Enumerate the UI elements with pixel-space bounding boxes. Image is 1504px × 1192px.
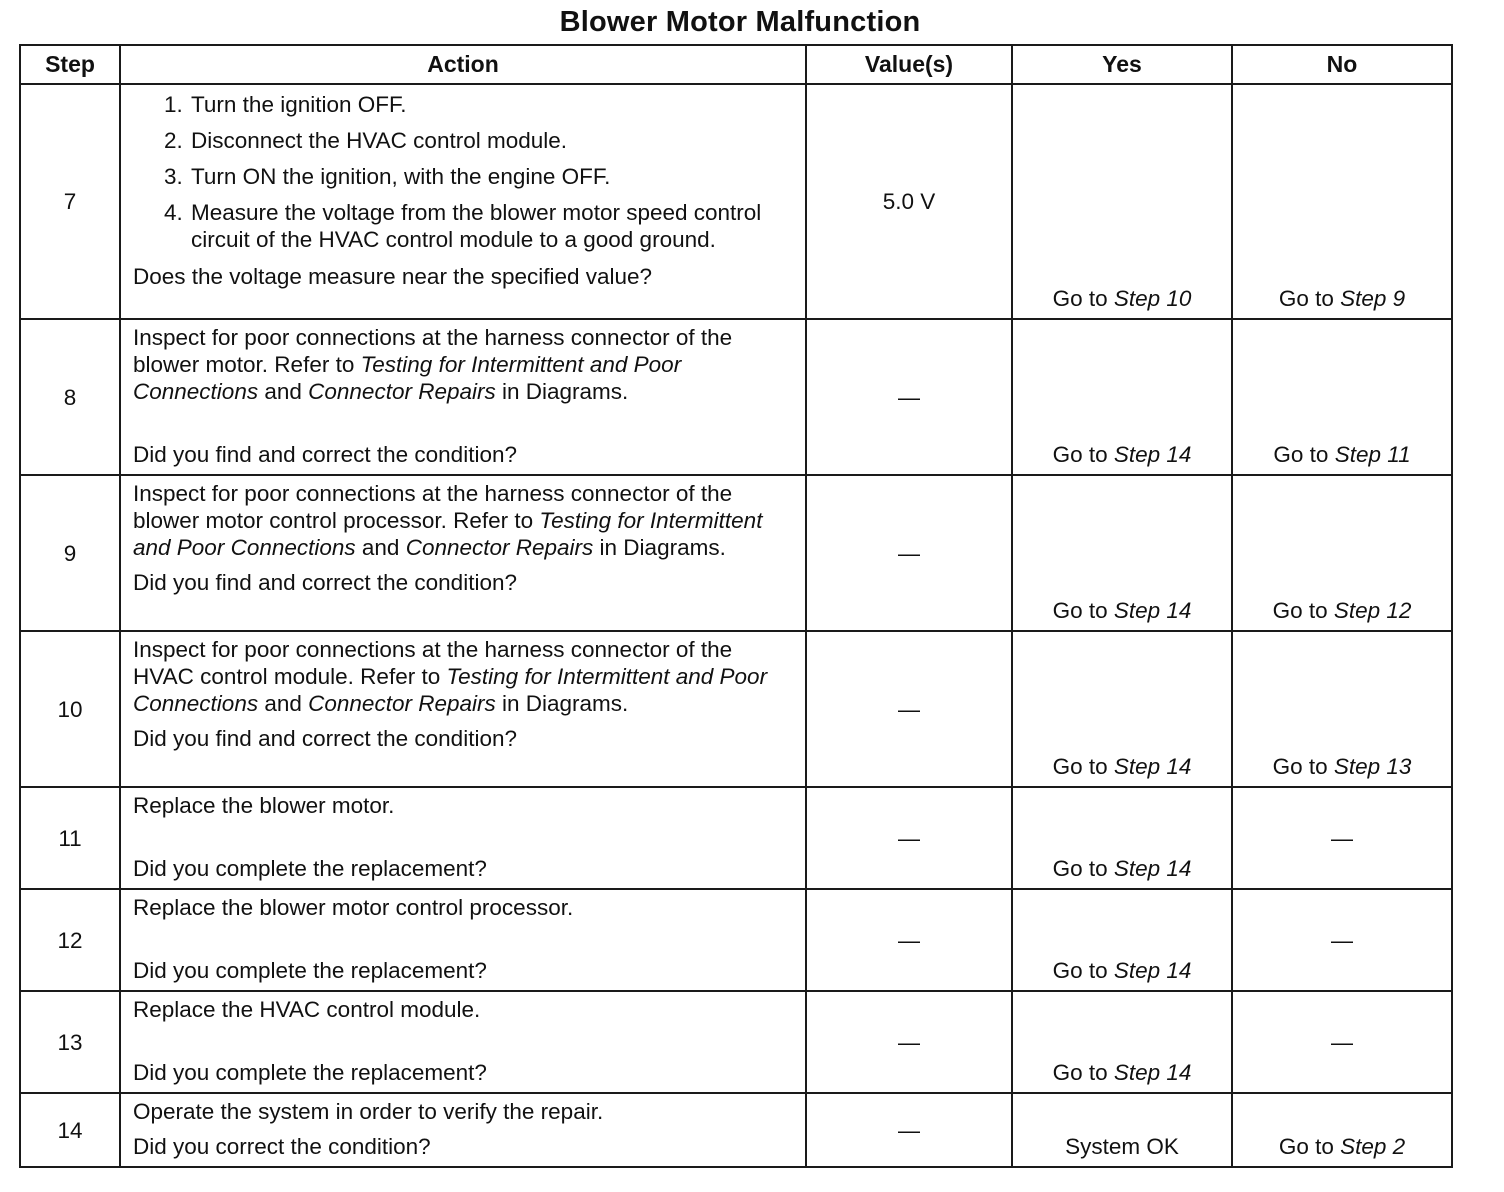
header-no: No	[1232, 45, 1452, 84]
table-row	[20, 475, 1452, 631]
action-text: Replace the HVAC control module.	[133, 997, 481, 1022]
no-cell	[1232, 319, 1452, 475]
value-cell: —	[806, 475, 1012, 631]
yes-step-link[interactable]: Step 14	[1113, 856, 1192, 881]
yes-cell	[1012, 475, 1232, 631]
action-cell	[120, 787, 806, 889]
yes-prefix: Go to	[1052, 754, 1114, 779]
yes-cell	[1012, 631, 1232, 787]
header-row	[20, 45, 1452, 84]
step-number: 12	[20, 889, 120, 991]
yes-prefix: Go to	[1052, 856, 1114, 881]
step-number: 11	[20, 787, 120, 889]
no-prefix: Go to	[1278, 1134, 1341, 1159]
step-number: 8	[20, 319, 120, 475]
list-item: 3. Turn ON the ignition, with the engine OFF.	[189, 163, 795, 190]
step-number: 14	[20, 1093, 120, 1167]
action-text: Inspect for poor connections at the harness connector of the blower motor control processor. Refer to Testing for Intermittent and Poor Connections and Connector Repairs in Diagrams.	[133, 481, 763, 560]
table-row	[20, 319, 1452, 475]
yes-step-link[interactable]: Step 14	[1113, 598, 1192, 623]
value-cell: —	[806, 1093, 1012, 1167]
ref-connector-link[interactable]: Connector Repairs	[405, 535, 594, 560]
list-item: 2. Disconnect the HVAC control module.	[189, 127, 795, 154]
no-step-link[interactable]: Step 2	[1340, 1134, 1406, 1159]
ref-testing-link[interactable]: Testing for Intermittent and Poor Connections	[133, 508, 763, 560]
action-cell	[120, 475, 806, 631]
yes-prefix: Go to	[1052, 1060, 1114, 1085]
value-cell: —	[806, 787, 1012, 889]
yes-prefix: Go to	[1052, 442, 1114, 467]
list-item: 4. Measure the voltage from the blower motor speed control circuit of the HVAC control module to a good ground.	[189, 199, 795, 253]
step-number: 9	[20, 475, 120, 631]
value-cell: 5.0 V	[806, 84, 1012, 319]
value-cell: —	[806, 889, 1012, 991]
yes-prefix: Go to	[1052, 598, 1114, 623]
action-cell	[120, 84, 806, 319]
no-cell	[1232, 84, 1452, 319]
action-question: Did you correct the condition?	[133, 1134, 431, 1159]
no-cell: —	[1232, 991, 1452, 1093]
no-cell	[1232, 631, 1452, 787]
ref-testing-link[interactable]: Testing for Intermittent and Poor Connections	[133, 352, 682, 404]
table-row	[20, 991, 1452, 1093]
no-prefix: Go to	[1273, 442, 1335, 467]
yes-prefix: Go to	[1052, 286, 1114, 311]
no-cell: —	[1232, 889, 1452, 991]
action-cell	[120, 631, 806, 787]
diagnostic-table	[19, 44, 1453, 1168]
action-cell	[120, 1093, 806, 1167]
header-yes: Yes	[1012, 45, 1232, 84]
no-step-link[interactable]: Step 12	[1333, 598, 1412, 623]
action-text: Inspect for poor connections at the harness connector of the HVAC control module. Refer to Testing for Intermittent and Poor Connections and Connector Repairs in Diagrams.	[133, 637, 768, 716]
no-prefix: Go to	[1278, 286, 1341, 311]
step-number: 7	[20, 84, 120, 319]
no-prefix: Go to	[1272, 598, 1334, 623]
header-values: Value(s)	[806, 45, 1012, 84]
yes-step-link[interactable]: Step 14	[1113, 442, 1192, 467]
yes-cell	[1012, 889, 1232, 991]
value-cell: —	[806, 991, 1012, 1093]
action-cell	[120, 889, 806, 991]
yes-step-link[interactable]: Step 14	[1113, 1060, 1192, 1085]
value-cell: —	[806, 631, 1012, 787]
ref-connector-link[interactable]: Connector Repairs	[308, 691, 496, 716]
action-cell	[120, 319, 806, 475]
yes-cell: System OK	[1012, 1093, 1232, 1167]
no-cell	[1232, 475, 1452, 631]
action-text: Inspect for poor connections at the harness connector of the blower motor. Refer to Testing for Intermittent and Poor Connections and Connector Repairs in Diagrams.	[133, 325, 733, 404]
no-step-link[interactable]: Step 11	[1334, 442, 1411, 467]
action-cell	[120, 991, 806, 1093]
yes-cell	[1012, 787, 1232, 889]
yes-prefix: Go to	[1052, 958, 1114, 983]
no-step-link[interactable]: Step 13	[1333, 754, 1412, 779]
action-question: Did you complete the replacement?	[133, 958, 487, 983]
yes-cell	[1012, 84, 1232, 319]
action-text: Replace the blower motor control processor.	[133, 895, 574, 920]
action-list	[133, 91, 795, 253]
action-question: Did you find and correct the condition?	[133, 570, 517, 595]
table-row	[20, 84, 1452, 319]
yes-cell	[1012, 319, 1232, 475]
page-title: Blower Motor Malfunction	[559, 6, 921, 38]
step-number: 13	[20, 991, 120, 1093]
table-row	[20, 1093, 1452, 1167]
header-action: Action	[120, 45, 806, 84]
yes-step-link[interactable]: Step 14	[1113, 754, 1192, 779]
action-text: Replace the blower motor.	[133, 793, 395, 818]
no-step-link[interactable]: Step 9	[1340, 286, 1406, 311]
action-question: Did you complete the replacement?	[133, 856, 487, 881]
no-cell: —	[1232, 787, 1452, 889]
yes-cell	[1012, 991, 1232, 1093]
table-row	[20, 631, 1452, 787]
no-cell	[1232, 1093, 1452, 1167]
yes-step-link[interactable]: Step 14	[1113, 958, 1192, 983]
no-prefix: Go to	[1272, 754, 1334, 779]
table-row	[20, 889, 1452, 991]
ref-connector-link[interactable]: Connector Repairs	[308, 379, 496, 404]
table-row	[20, 787, 1452, 889]
ref-testing-link[interactable]: Testing for Intermittent and Poor Connections	[133, 664, 768, 716]
list-item: 1. Turn the ignition OFF.	[189, 91, 795, 118]
header-step: Step	[20, 45, 120, 84]
action-question: Does the voltage measure near the specified value?	[133, 264, 653, 289]
action-text: Operate the system in order to verify the repair.	[133, 1099, 604, 1124]
yes-step-link[interactable]: Step 10	[1113, 286, 1192, 311]
value-cell: —	[806, 319, 1012, 475]
action-question: Did you complete the replacement?	[133, 1060, 487, 1085]
action-question: Did you find and correct the condition?	[133, 442, 517, 467]
step-number: 10	[20, 631, 120, 787]
action-question: Did you find and correct the condition?	[133, 726, 517, 751]
